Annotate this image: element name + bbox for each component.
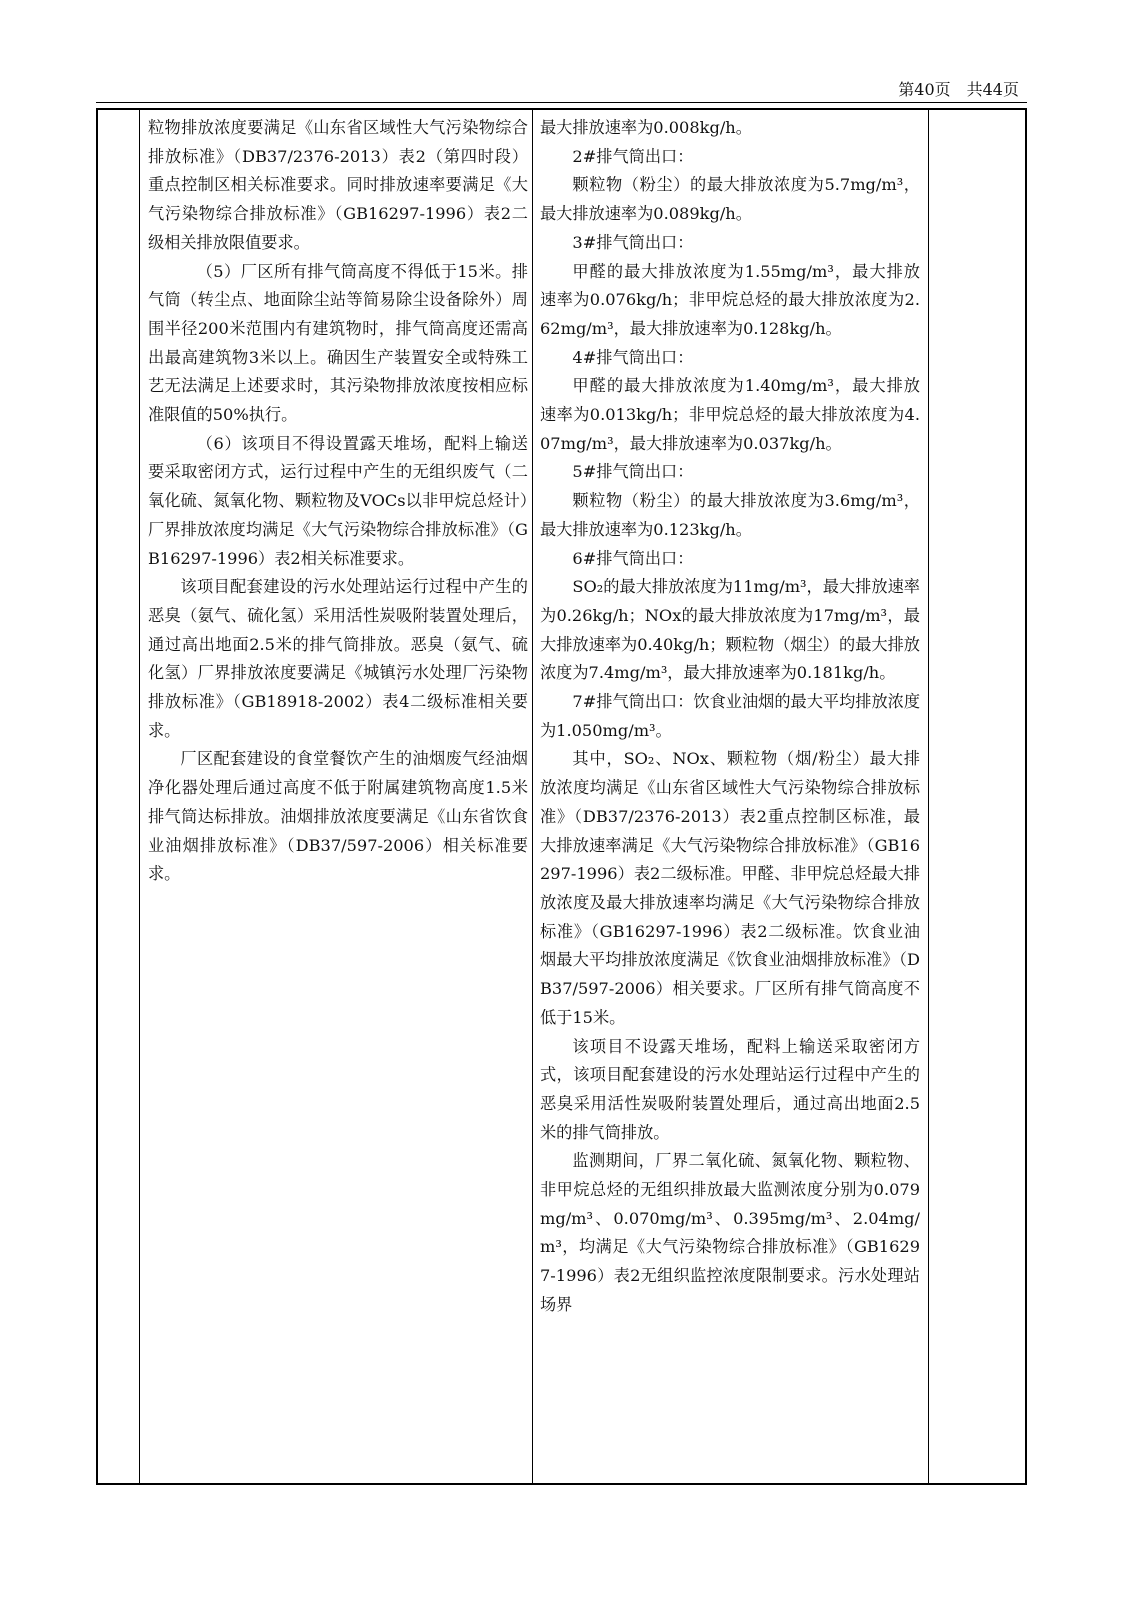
result-paragraph: 7#排气筒出口：饮食业油烟的最大平均排放浓度为1.050mg/m³。 <box>540 692 921 740</box>
column-divider-1 <box>139 110 140 1483</box>
result-paragraph: 3#排气筒出口： <box>572 232 694 252</box>
result-paragraph: 颗粒物（粉尘）的最大排放浓度为5.7mg/m³，最大排放速率为0.089kg/h。 <box>540 175 920 224</box>
result-paragraph: 颗粒物（粉尘）的最大排放浓度为3.6mg/m³，最大排放速率为0.123kg/h。 <box>540 491 920 539</box>
result-paragraph: 4#排气筒出口： <box>572 347 694 367</box>
requirements-column <box>148 114 528 889</box>
result-paragraph: 其中，SO₂、NOx、颗粒物（烟/粉尘）最大排放浓度均满足《山东省区域性大气污染物综合排放标准》（DB37/2376-2013）表2重点控制区标准，最大排放速率满足《大气污染物综合排放标准》（GB16297-1996）表2二级标准。甲醛、非甲烷总烃最大排放浓度及最大排放速率均满足《大气污染物综合排放标准》（GB16297-1996）表2二级标准。饮食业油烟最大平均排放浓度满足《饮食业油烟排放标准》（DB37/597-2006）相关要求。厂区所有排气筒高度不低于15米。 <box>540 749 920 1027</box>
results-column <box>540 114 920 1320</box>
result-paragraph: 该项目不设露天堆场，配料上输送采取密闭方式，该项目配套建设的污水处理站运行过程中产生的恶臭采用活性炭吸附装置处理后，通过高出地面2.5米的排气筒排放。 <box>540 1036 920 1142</box>
result-paragraph: 6#排气筒出口： <box>572 548 694 568</box>
column-divider-2 <box>532 110 533 1483</box>
page-header <box>96 80 1027 100</box>
table-frame <box>96 108 1027 1485</box>
result-paragraph: 最大排放速率为0.008kg/h。 <box>540 118 752 137</box>
page-number: 第40页 共44页 <box>898 80 1019 99</box>
result-paragraph: 甲醛的最大排放浓度为1.40mg/m³，最大排放速率为0.013kg/h；非甲烷总烃的最大排放浓度为4.07mg/m³，最大排放速率为0.037kg/h。 <box>540 376 920 453</box>
result-paragraph: 监测期间，厂界二氧化硫、氮氧化物、颗粒物、非甲烷总烃的无组织排放最大监测浓度分别为0.079mg/m³、0.070mg/m³、0.395mg/m³、2.04mg/m³，均满足《大气污染物综合排放标准》（GB16297-1996）表2无组织监控浓度限制要求。污水处理站场界 <box>540 1151 920 1314</box>
result-paragraph: 2#排气筒出口： <box>572 146 694 166</box>
requirement-paragraph: 厂区配套建设的食堂餐饮产生的油烟废气经油烟净化器处理后通过高度不低于附属建筑物高度1.5米排气筒达标排放。油烟排放浓度要满足《山东省饮食业油烟排放标准》（DB37/597-2006）相关标准要求。 <box>148 749 528 884</box>
result-paragraph: 甲醛的最大排放浓度为1.55mg/m³，最大排放速率为0.076kg/h；非甲烷总烃的最大排放浓度为2.62mg/m³，最大排放速率为0.128kg/h。 <box>540 261 920 338</box>
requirement-paragraph: 该项目配套建设的污水处理站运行过程中产生的恶臭（氨气、硫化氢）采用活性炭吸附装置处理后，通过高出地面2.5米的排气筒排放。恶臭（氨气、硫化氢）厂界排放浓度要满足《城镇污水处理厂污染物排放标准》（GB18918-2002）表4二级标准相关要求。 <box>148 577 528 740</box>
column-divider-3 <box>928 110 929 1483</box>
header-rule <box>96 102 1027 103</box>
requirement-paragraph: （5）厂区所有排气筒高度不得低于15米。排气筒（转尘点、地面除尘站等简易除尘设备除外）周围半径200米范围内有建筑物时，排气筒高度还需高出最高建筑物3米以上。确因生产装置安全或特殊工艺无法满足上述要求时，其污染物排放浓度按相应标准限值的50%执行。 <box>148 261 528 425</box>
result-paragraph: 5#排气筒出口： <box>572 462 694 482</box>
result-paragraph: SO₂的最大排放浓度为11mg/m³，最大排放速率为0.26kg/h；NOx的最大排放浓度为17mg/m³，最大排放速率为0.40kg/h；颗粒物（烟尘）的最大排放浓度为7.4mg/m³，最大排放速率为0.181kg/h。 <box>540 577 920 683</box>
requirement-paragraph: 粒物排放浓度要满足《山东省区域性大气污染物综合排放标准》（DB37/2376-2013）表2（第四时段）重点控制区相关标准要求。同时排放速率要满足《大气污染物综合排放标准》（GB16297-1996）表2二级相关排放限值要求。 <box>148 118 528 252</box>
requirement-paragraph: （6）该项目不得设置露天堆场，配料上输送要采取密闭方式，运行过程中产生的无组织废气（二氧化硫、氮氧化物、颗粒物及VOCs以非甲烷总烃计）厂界排放浓度均满足《大气污染物综合排放标准》（GB16297-1996）表2相关标准要求。 <box>148 433 528 568</box>
